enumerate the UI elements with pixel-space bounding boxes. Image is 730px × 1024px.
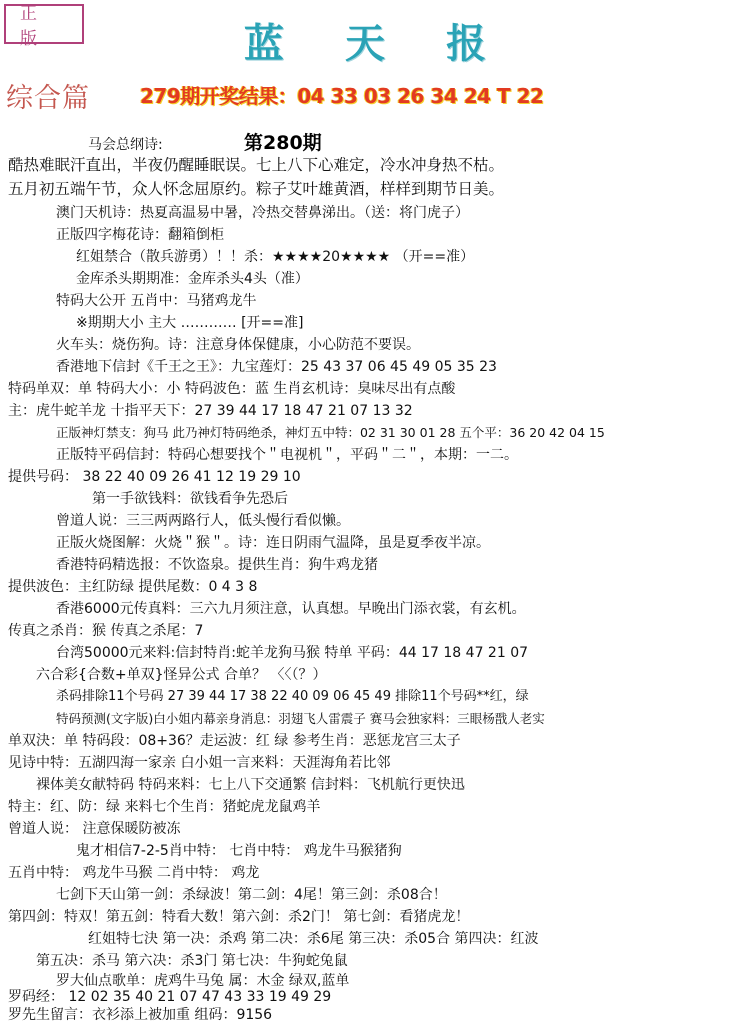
masthead-char: 天 [345, 20, 385, 67]
masthead [0, 12, 730, 69]
text-line: 金库杀头期期准：金库杀头4头（准） [76, 271, 309, 287]
text-line: 正版火烧图解：火烧＂猴＂。诗：连日阴雨气温降，虽是夏季夜半凉。 [56, 535, 490, 551]
text-line: 曾道人说：三三两两路行人，低头慢行看似懒。 [56, 513, 350, 529]
issue-number: 第280期 [244, 132, 322, 154]
text-line: 正版神灯禁支：狗马 此乃神灯特码绝杀，神灯五中特：02 31 30 01 28 五个平：36 20 42 04 15 [56, 425, 605, 440]
text-line: 五月初五端午节，众人怀念屈原约。粽子艾叶雄黄酒，样样到期节日美。 [8, 180, 505, 198]
text-line: 单双決：单 特码段：08+36？走运波：红 绿 参考生肖：恶惩龙宫三太子 [8, 733, 461, 749]
text-line: 第五决：杀马 第六决：杀3门 第七决：牛狗蛇兔鼠 [36, 953, 348, 969]
text-line: 第一手欲钱料：欲钱看争先恐后 [92, 491, 288, 507]
text-line: 罗大仙点歌单：虎鸡牛马兔 属：木金 绿双,蓝单 [56, 973, 350, 989]
text-line: 传真之杀肖：猴 传真之杀尾：7 [8, 623, 204, 639]
text-line: 正版四字梅花诗：翻箱倒柜 [56, 227, 224, 243]
text-line: 正版特平码信封：特码心想要找个＂电视机＂，平码＂二＂，本期：一二。 [56, 447, 518, 463]
text-line: 七剑下天山第一剑：杀绿波！第二剑：4尾！第三剑：杀08合！ [56, 887, 447, 903]
text-line: 台湾50000元来料:信封特肖:蛇羊龙狗马猴 特单 平码：44 17 18 47 21 07 [56, 645, 529, 661]
text-line: 特码预测(文字版)白小姐内幕亲身消息：羽翅飞人雷震子 赛马会独家料：三眼杨戬人老实 [56, 711, 545, 726]
masthead-char: 报 [446, 20, 487, 67]
text-line: 曾道人说： 注意保暖防被冻 [8, 821, 181, 837]
text-line: ※期期大小 主大 ………… [开==准] [76, 315, 304, 331]
text-line: 五肖中特： 鸡龙牛马猴 二肖中特： 鸡龙 [8, 865, 260, 881]
text-line: 特主：红、防：绿 来料七个生肖：猪蛇虎龙鼠鸡羊 [8, 799, 321, 815]
text-line: 红姐特七決 第一决：杀鸡 第二决：杀6尾 第三决：杀05合 第四决：红波 [88, 931, 539, 947]
section-title: 综合篇 [6, 83, 90, 114]
text-line: 提供号码： 38 22 40 09 26 41 12 19 29 10 [8, 469, 301, 485]
text-line: 澳门天机诗：热夏高温易中暑，冷热交替鼻涕出。（送：将门虎子） [56, 205, 469, 221]
genuine-stamp: 正 版 [4, 4, 84, 44]
text-line: 火车头：烧伤狗。诗：注意身体保健康，小心防范不要误。 [56, 337, 420, 353]
text-line: 特码单双：单 特码大小：小 特码波色：蓝 生肖玄机诗：臭味尽出有点酸 [8, 381, 456, 397]
text-line: 裸体美女献特码 特码来料：七上八下交通繁 信封料：飞机航行更快迅 [36, 777, 465, 793]
draw-result-banner: 279期开奖结果：04 33 03 26 34 24 T 22 [140, 84, 544, 108]
text-line: 见诗中特：五湖四海一家亲 白小姐一言来料：天涯海角若比邻 [8, 755, 391, 771]
text-line: 鬼才相信7-2-5肖中特： 七肖中特： 鸡龙牛马猴猪狗 [76, 843, 402, 859]
masthead-char: 蓝 [243, 20, 284, 67]
text-line: 香港地下信封《千王之王》：九宝莲灯：25 43 37 06 45 49 05 35 23 [56, 359, 497, 375]
text-line: 罗先生留言：衣衫添上被加重 组码：9156 [8, 1007, 273, 1023]
text-line: 特码大公开 五肖中：马猪鸡龙牛 [56, 293, 257, 309]
text-line: 香港6000元传真料：三六九月须注意，认真想。早晚出门添衣裳，有玄机。 [56, 601, 526, 617]
text-line: 杀码排除11个号码 27 39 44 17 38 22 40 09 06 45 49 排除11个号码**红，绿 [56, 689, 529, 704]
text-line: 红姐禁合（散兵游勇）！！杀：★★★★20★★★★ （开==准） [76, 249, 475, 265]
text-line: 罗码经： 12 02 35 40 21 07 47 43 33 19 49 29 [8, 989, 332, 1005]
text-line: 六合彩{合数+单双}怪异公式 合单？ 〈〈（？） [36, 667, 327, 683]
text-line: 马会总纲诗: [88, 137, 163, 153]
text-line: 酷热难眠汗直出，半夜仍醒睡眠误。七上八下心难定，冷水冲身热不枯。 [8, 156, 505, 174]
text-line: 香港特码精选报：不饮盗泉。提供生肖：狗牛鸡龙猪 [56, 557, 378, 573]
text-line: 主：虎牛蛇羊龙 十指平天下：27 39 44 17 18 47 21 07 13 32 [8, 403, 413, 419]
text-line: 提供波色：主红防绿 提供尾数：0 4 3 8 [8, 579, 258, 595]
text-line: 第四剑：特双！第五剑：特看大数！第六剑：杀2门！ 第七剑：看猪虎龙！ [8, 909, 470, 925]
